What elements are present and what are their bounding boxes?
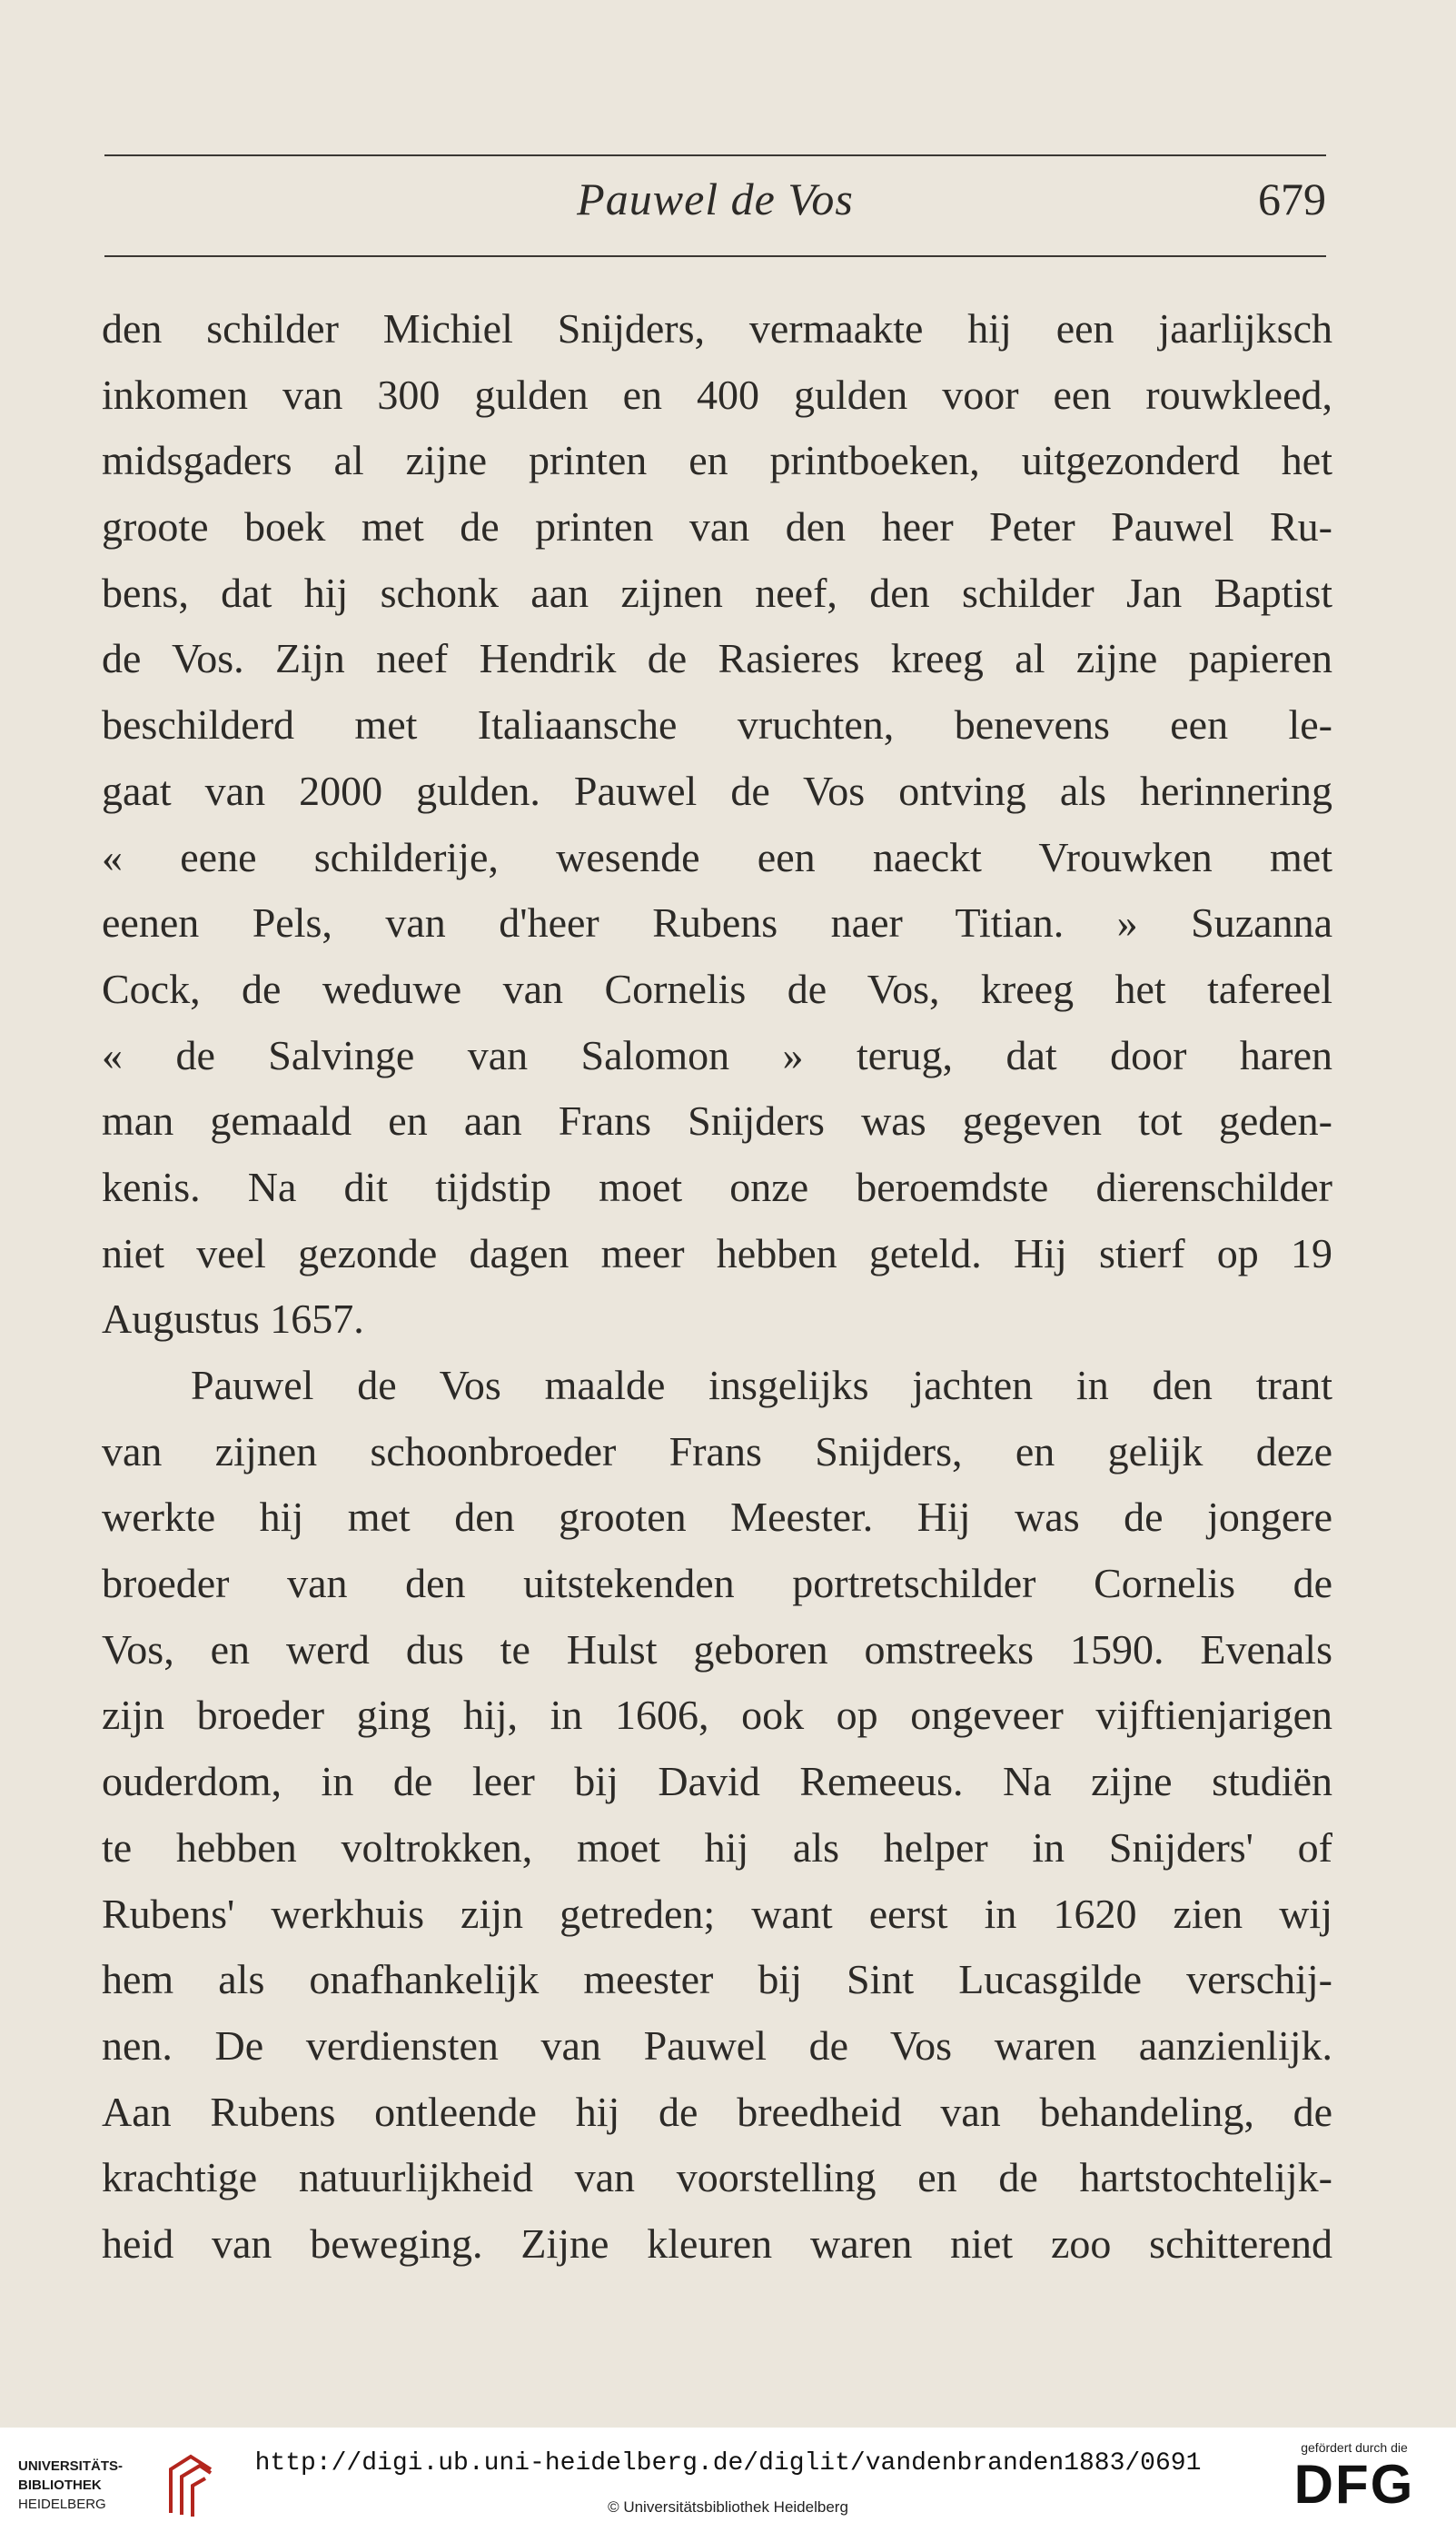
running-title: Pauwel de Vos (577, 174, 854, 224)
text-line: de Vos. Zijn neef Hendrik de Rasieres kreeg al zijne papieren (102, 635, 1332, 682)
text-line: nen. De verdiensten van Pauwel de Vos waren aanzienlijk. (102, 2021, 1332, 2069)
library-name-line2: BIBLIOTHEK (18, 2477, 102, 2493)
dfg-wordmark: DFG (1293, 2454, 1415, 2515)
text-line: niet veel gezonde dagen meer hebben geteld. Hij stierf op 19 (102, 1229, 1332, 1276)
text-line: krachtige natuurlijkheid van voorstelling en de hartstochtelijk- (102, 2154, 1332, 2201)
header-rule-bottom (104, 255, 1326, 257)
running-head (104, 173, 1326, 236)
text-line: werkte hij met den grooten Meester. Hij was de jongere (102, 1494, 1332, 1541)
text-line: « de Salvinge van Salomon » terug, dat door haren (102, 1031, 1332, 1078)
text-line: groote boek met de printen van den heer Peter Pauwel Ru- (102, 503, 1332, 551)
text-line: van zijnen schoonbroeder Frans Snijders, en gelijk deze (102, 1427, 1332, 1475)
page-number: 679 (1258, 174, 1326, 224)
text-line: Rubens' werkhuis zijn getreden; want eerst in 1620 zien wij (102, 1890, 1332, 1937)
text-line: broeder van den uitstekenden portretschilder Cornelis de (102, 1560, 1332, 1607)
text-line: ouderdom, in de leer bij David Remeeus. Na zijne studiën (102, 1758, 1332, 1805)
header-rule-top (104, 154, 1326, 156)
text-line: bens, dat hij schonk aan zijnen neef, den schilder Jan Baptist (102, 569, 1332, 616)
text-line: Cock, de weduwe van Cornelis de Vos, kreeg het tafereel (102, 965, 1332, 1012)
dfg-label: gefördert durch die (1301, 2440, 1408, 2455)
text-line: eenen Pels, van d'heer Rubens naer Titian. » Suzanna (102, 899, 1332, 947)
text-line: kenis. Na dit tijdstip moet onze beroemdste dierenschilder (102, 1163, 1332, 1210)
text-line: hem als onafhankelijk meester bij Sint Lucasgilde verschij- (102, 1956, 1332, 2003)
dfg-logo[interactable] (1282, 2440, 1427, 2531)
text-line: inkomen van 300 gulden en 400 gulden voor een rouwkleed, (102, 371, 1332, 418)
text-line: heid van beweging. Zijne kleuren waren niet zoo schitterend (102, 2219, 1332, 2267)
text-line: man gemaald en aan Frans Snijders was gegeven tot geden- (102, 1097, 1332, 1145)
permalink-url[interactable]: http://digi.ub.uni-heidelberg.de/diglit/vandenbranden1883/0691 (254, 2449, 1202, 2477)
text-line: den schilder Michiel Snijders, vermaakte hij een jaarlijksch (102, 305, 1332, 352)
text-line: « eene schilderije, wesende een naeckt Vrouwken met (102, 833, 1332, 880)
text-line: Pauwel de Vos maalde insgelijks jachten in den trant (191, 1362, 1332, 1408)
footer-bar (0, 2428, 1456, 2542)
body-text (102, 296, 1332, 2278)
text-line: gaat van 2000 gulden. Pauwel de Vos ontving als herinnering (102, 767, 1332, 814)
text-line: midsgaders al zijne printen en printboeken, uitgezonderd het (102, 437, 1332, 484)
text-line: Vos, en werd dus te Hulst geboren omstreeks 1590. Evenals (102, 1625, 1332, 1673)
library-name-line1: UNIVERSITÄTS- (18, 2458, 124, 2474)
text-line: beschilderd met Italiaansche vruchten, benevens een le- (102, 701, 1332, 749)
library-name-line3: HEIDELBERG (18, 2497, 106, 2512)
text-line: Aan Rubens ontleende hij de breedheid van behandeling, de (102, 2088, 1332, 2135)
text-line: te hebben voltrokken, moet hij als helper in Snijders' of (102, 1823, 1332, 1871)
text-line: zijn broeder ging hij, in 1606, ook op ongeveer vijftienjarigen (102, 1692, 1332, 1739)
copyright-notice: © Universitätsbibliothek Heidelberg (608, 2498, 848, 2516)
text-line: Augustus 1657. (102, 1296, 364, 1343)
